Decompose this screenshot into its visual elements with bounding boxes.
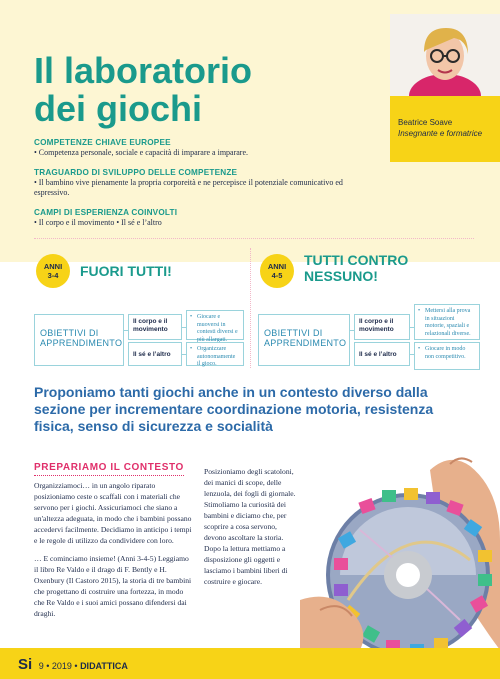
objective-description: • Organizzare autonomamente il gioco. bbox=[186, 342, 244, 366]
author-name: Beatrice Soave bbox=[398, 118, 453, 127]
title-line-1: Il laboratorio bbox=[34, 50, 253, 91]
game-title-fuori-tutti: FUORI TUTTI! bbox=[80, 263, 172, 279]
section-text: • Il corpo e il movimento • Il sé e l’altro bbox=[34, 218, 162, 227]
objectives-label: OBIETTIVI DI APPRENDIMENTO bbox=[264, 328, 347, 348]
section-text: • Competenza personale, sociale e capacità di imparare a imparare. bbox=[34, 148, 249, 157]
issue-number: 9 • 2019 • bbox=[38, 661, 78, 671]
section-text: • Il bambino vive pienamente la propria corporeità e ne percepisce il potenziale comunicativo ed espressivo. bbox=[34, 178, 343, 197]
title-line-2: dei giochi bbox=[34, 88, 203, 129]
cd-craft-photo bbox=[300, 450, 500, 679]
brand-name: DIDATTICA bbox=[80, 661, 128, 671]
badge-label: ANNI bbox=[267, 262, 287, 271]
section-title: CAMPI DI ESPERIENZA COINVOLTI bbox=[34, 208, 178, 217]
magazine-logo: Si bbox=[18, 656, 33, 673]
text-column-1 bbox=[34, 480, 194, 626]
objectives-label: OBIETTIVI DI APPRENDIMENTO bbox=[40, 328, 123, 348]
author-card bbox=[390, 14, 500, 162]
badge-age: 4-5 bbox=[271, 271, 283, 280]
age-badge-4-5 bbox=[260, 254, 294, 288]
field-box: Il sé e l’altro bbox=[128, 342, 182, 366]
section-title: COMPETENZE CHIAVE EUROPEE bbox=[34, 138, 171, 147]
badge-label: ANNI bbox=[43, 262, 63, 271]
section-divider bbox=[34, 238, 474, 239]
age-badge-3-4 bbox=[36, 254, 70, 288]
section-title: TRAGUARDO DI SVILUPPO DELLE COMPETENZE bbox=[34, 168, 238, 177]
section-campi bbox=[34, 208, 374, 228]
lead-paragraph: Proponiamo tanti giochi anche in un contesto diverso dalla sezione per incrementare coordinazione motoria, resistenza fisica, senso di sicurezza e socialità bbox=[34, 384, 434, 434]
badge-age: 3-4 bbox=[47, 271, 59, 280]
field-box: Il corpo e il movimento bbox=[128, 314, 182, 340]
game-title-tutti-contro-nessuno: TUTTI CONTRO NESSUNO! bbox=[304, 252, 409, 284]
context-heading: PREPARIAMO IL CONTESTO bbox=[34, 462, 184, 476]
section-traguardo bbox=[34, 168, 374, 198]
objective-description: • Giocare e muoversi in contesti diversi e più allargati. bbox=[186, 310, 244, 340]
paragraph: Organizziamoci… in un angolo riparato posizioniamo ceste o scaffali con i materiali che servono per i giochi. Assicuriamoci che siano a un'altezza adeguata, in modo che i bambini possano accedervi facilmente. Decidiamo in anticipo i tempi e le regole di utilizzo da condividere con loro. bbox=[34, 481, 192, 545]
paragraph: … E cominciamo insieme! (Anni 3-4-5) Leggiamo il libro Re Valdo e il drago di F. Bently e H. Oxenbury (Il Castoro 2015), la storia di tre bambini che progettano di costruire una fortezza, in modo che Re Valdo e i suoi amici possano difendersi dai draghi. bbox=[34, 554, 192, 618]
field-box: Il corpo e il movimento bbox=[354, 314, 410, 340]
objective-description: • Mettersi alla prova in situazioni motorie, spaziali e relazionali diverse. bbox=[414, 304, 480, 340]
footer bbox=[18, 656, 128, 673]
objective-description: • Giocare in modo non competitivo. bbox=[414, 342, 480, 370]
text-column-2 bbox=[204, 466, 300, 594]
section-competenze bbox=[34, 138, 374, 158]
paragraph: Posizioniamo degli scatoloni, dei manici di scope, delle lenzuola, dei fogli di giornale. Stimoliamo la curiosità dei bambini e diciamo che, per scoprire a cosa servono, devono ascoltare la storia. Dopo la lettura mettiamo a disposizione gli oggetti e lasciamo i bambini liberi di costruire e giocare. bbox=[204, 467, 296, 586]
field-box: Il sé e l’altro bbox=[354, 342, 410, 366]
page-title bbox=[34, 52, 364, 128]
group-divider bbox=[250, 248, 251, 368]
author-role: Insegnante e formatrice bbox=[398, 129, 483, 138]
author-photo bbox=[390, 14, 500, 96]
